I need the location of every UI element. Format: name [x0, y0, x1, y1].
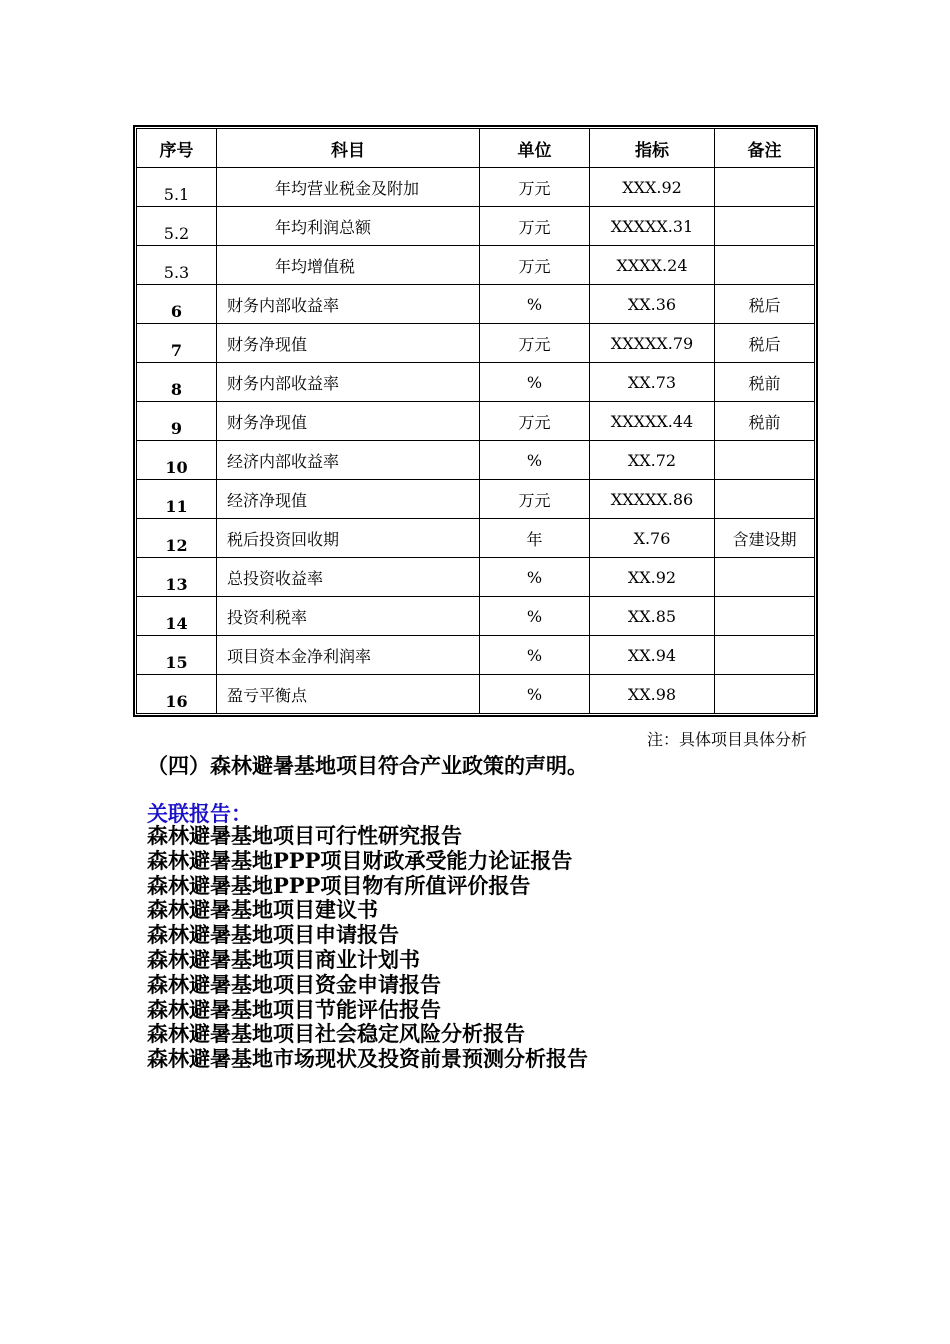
- cell-value: XX.92: [590, 558, 715, 597]
- table-body: [137, 168, 815, 714]
- table-note: 注：具体项目具体分析: [646, 730, 807, 749]
- cell-value: XX.73: [590, 363, 715, 402]
- cell-unit: %: [480, 285, 590, 324]
- related-reports-label: 关联报告：: [147, 801, 252, 826]
- section-heading: （四）森林避暑基地项目符合产业政策的声明。: [147, 753, 588, 778]
- table-row: [137, 402, 815, 441]
- cell-unit: 年: [480, 519, 590, 558]
- cell-no: 6: [137, 285, 217, 324]
- cell-no: 5.3: [137, 246, 217, 285]
- related-reports-list: [147, 824, 588, 1072]
- cell-item: 项目资本金净利润率: [217, 636, 480, 675]
- cell-remark: 含建设期: [715, 519, 815, 558]
- table-row: [137, 597, 815, 636]
- cell-item: 投资利税率: [217, 597, 480, 636]
- table-row: [137, 480, 815, 519]
- cell-unit: %: [480, 597, 590, 636]
- cell-remark: [715, 675, 815, 714]
- cell-value: XXXXX.31: [590, 207, 715, 246]
- cell-no: 7: [137, 324, 217, 363]
- table-row: [137, 558, 815, 597]
- cell-value: XX.72: [590, 441, 715, 480]
- cell-item: 财务内部收益率: [217, 363, 480, 402]
- cell-no: 11: [137, 480, 217, 519]
- cell-item: 财务净现值: [217, 324, 480, 363]
- cell-remark: [715, 441, 815, 480]
- cell-remark: [715, 246, 815, 285]
- cell-unit: %: [480, 558, 590, 597]
- cell-remark: 税后: [715, 285, 815, 324]
- table-row: [137, 363, 815, 402]
- cell-no: 14: [137, 597, 217, 636]
- cell-remark: [715, 636, 815, 675]
- cell-item: 总投资收益率: [217, 558, 480, 597]
- table-row: [137, 207, 815, 246]
- table-row: [137, 636, 815, 675]
- cell-no: 12: [137, 519, 217, 558]
- cell-no: 5.1: [137, 168, 217, 207]
- related-report-item: 森林避暑基地项目节能评估报告: [147, 996, 441, 1022]
- cell-value: XX.94: [590, 636, 715, 675]
- cell-value: X.76: [590, 519, 715, 558]
- cell-no: 5.2: [137, 207, 217, 246]
- cell-value: XXX.92: [590, 168, 715, 207]
- cell-item: 税后投资回收期: [217, 519, 480, 558]
- cell-unit: 万元: [480, 168, 590, 207]
- related-report-item: 森林避暑基地项目建议书: [147, 897, 378, 923]
- cell-remark: 税后: [715, 324, 815, 363]
- cell-no: 15: [137, 636, 217, 675]
- related-report-item: 森林避暑基地项目社会稳定风险分析报告: [147, 1021, 525, 1047]
- cell-value: XX.36: [590, 285, 715, 324]
- related-report-item: 森林避暑基地项目资金申请报告: [147, 971, 441, 997]
- cell-unit: 万元: [480, 246, 590, 285]
- cell-unit: 万元: [480, 402, 590, 441]
- header-item: 科目: [217, 129, 480, 168]
- cell-unit: %: [480, 636, 590, 675]
- cell-item: 年均利润总额: [217, 207, 480, 246]
- table-row: [137, 168, 815, 207]
- cell-no: 9: [137, 402, 217, 441]
- cell-no: 16: [137, 675, 217, 714]
- cell-value: XXXX.24: [590, 246, 715, 285]
- cell-unit: %: [480, 675, 590, 714]
- table-row: [137, 519, 815, 558]
- cell-remark: [715, 558, 815, 597]
- cell-value: XXXXX.79: [590, 324, 715, 363]
- cell-remark: 税前: [715, 402, 815, 441]
- cell-item: 年均增值税: [217, 246, 480, 285]
- cell-item: 经济净现值: [217, 480, 480, 519]
- indicator-table: [136, 128, 815, 714]
- cell-value: XX.85: [590, 597, 715, 636]
- cell-value: XXXXX.86: [590, 480, 715, 519]
- cell-value: XX.98: [590, 675, 715, 714]
- table-row: [137, 246, 815, 285]
- related-report-item: 森林避暑基地项目可行性研究报告: [147, 823, 462, 848]
- cell-item: 年均营业税金及附加: [217, 168, 480, 207]
- table-row: [137, 675, 815, 714]
- cell-remark: [715, 168, 815, 207]
- cell-no: 10: [137, 441, 217, 480]
- table-header-row: [137, 129, 815, 168]
- cell-no: 8: [137, 363, 217, 402]
- cell-remark: [715, 597, 815, 636]
- header-no: 序号: [137, 129, 217, 168]
- indicator-table-frame: [133, 125, 818, 717]
- header-value: 指标: [590, 129, 715, 168]
- cell-remark: [715, 207, 815, 246]
- cell-no: 13: [137, 558, 217, 597]
- cell-remark: 税前: [715, 363, 815, 402]
- table-row: [137, 441, 815, 480]
- header-unit: 单位: [480, 129, 590, 168]
- table-row: [137, 285, 815, 324]
- cell-unit: 万元: [480, 207, 590, 246]
- cell-value: XXXXX.44: [590, 402, 715, 441]
- cell-unit: 万元: [480, 324, 590, 363]
- cell-unit: %: [480, 441, 590, 480]
- cell-item: 经济内部收益率: [217, 441, 480, 480]
- cell-unit: 万元: [480, 480, 590, 519]
- cell-item: 财务内部收益率: [217, 285, 480, 324]
- related-report-item: 森林避暑基地PPP项目物有所值评价报告: [147, 872, 531, 898]
- header-remark: 备注: [715, 129, 815, 168]
- related-report-item: 森林避暑基地PPP项目财政承受能力论证报告: [147, 847, 573, 873]
- cell-item: 盈亏平衡点: [217, 675, 480, 714]
- table-row: [137, 324, 815, 363]
- related-report-item: 森林避暑基地项目申请报告: [147, 922, 399, 948]
- related-report-item: 森林避暑基地项目商业计划书: [147, 946, 420, 972]
- related-report-item: 森林避暑基地市场现状及投资前景预测分析报告: [147, 1046, 588, 1072]
- cell-item: 财务净现值: [217, 402, 480, 441]
- cell-remark: [715, 480, 815, 519]
- cell-unit: %: [480, 363, 590, 402]
